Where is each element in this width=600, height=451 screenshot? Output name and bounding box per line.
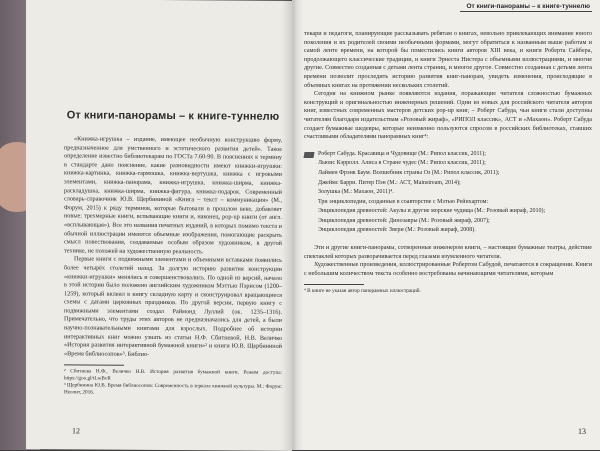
book-list-item: Джеймс Барри. Питер Пэн (М.: АСТ, Mainstream, 2014); <box>318 179 461 186</box>
left-paragraph-1: «Книжка-игрушка – издание, имеющее необычную конструкцию форму, предназначенное для умственного и эстетического развития детей». Такое определение известно библиотекарям по ГОСТа 7.60-90. В пояснениях к термину в стандарте дано пояснение, какие разновидности имеют книжки-игрушки: книжка-картинка, книжка-гармошка, книжка-вертушка, книжка с игровыми элементами, книжка-панорама, книжка-игрушка, книжка-ширма, книжка-раскладушка, книжка-ширма, книжка-фигура, книжка-подарок. Современный словарь-справочник Ю.В. Щербининой «Книга – текст – коммуникация» (М., Форум, 2015) к ряду терминов, которые бытовали в прошлом веке, добавляет новые: трехмерные книги, вспывающие книги и, наконец, pop-up книги (от англ. «всплывающая»). Все это названия печатных изданий, в которых помимо текста и обычной иллюстрации имеются объемные изображения, помогающие раскрыть смысл повествования, создаваемые особым образом художником, в другой технике, не похожей на художественную реальность. <box>64 135 282 256</box>
footnote-3: ³ Щербинина Ю.В. Время библиосопов: Современность в зеркале книжной культуры. М.: Форум: Неолит, 2016. <box>64 382 282 396</box>
book-list-item: Энциклопедия древностей: Акулы и другие морские чудища (М.: Розовый жираф, 2010); <box>318 208 546 215</box>
right-paragraph-4: Художественные произведения, иллюстрированные Робертом Сабудой, печатаются в сокращении. Книги с небольшим количеством текста особенно востребованы начинающими читателями, которым <box>304 261 592 277</box>
left-page <box>26 0 292 451</box>
book-list-item: Энциклопедия древностей: Звери (М.: Розовый жираф, 2008). <box>318 227 476 234</box>
book-gutter <box>282 0 304 450</box>
book-list-item: Золушка (М.: Махаон, 2011)⁴. <box>318 189 394 196</box>
left-paragraph-2: Первые книги с подвижными элементами и объемными вставками появились более четырёх столетий назад. За долгую историю развития конструкции «книжки-игрушки» менялись и совершенствовались. По одной из версий, начало в этой истории было положено английским художником Мэттью Пэрисом (1200–1259), который вклеил в книгу складную карту и сконструировал вращающиеся схемы с датами церковных праздников. По другой версии, первую книгу с подвижными элементами создал Раймонд Луллий (ок. 1235–1316). Примечательно, что труды этих авторов не предназначались для детей, а были научно-познавательными книгами для взрослых. Подробнее об истории интерактивных книг можно узнать из статьи Н.Ф. Сбитневой, Н.В. Величко «История развития интерактивной бумажной книги»² и книги Ю.В. Щербининой «Время библиосопов»³. Библио- <box>64 255 282 358</box>
footnote-rule <box>304 284 364 285</box>
book-list-item: Энциклопедия древностей: Динозавры (М.: Розовый жираф, 2007); <box>318 217 490 224</box>
right-paragraph-2: Сегодня на книжном рынке появляются издания, поражающие читателя сложностью бумажных конструкций и оригинальностью инженерных решений. Одни из новых для российского читателя авторов книг, известных современных мастеров детских pop-up книг, – Роберт Сабуда, чьи книги стали доступны читателям благодаря издательствам «Розовый жираф», «РИПОЛ классик», АСТ и «Махаон». Роберт Сабуда создает бумажные шедевры, которые неизменно пользуются спросом в российских библиотеках, ставших счастливыми обладателями панорамных книг⁴: <box>304 90 592 141</box>
book-list-item: Три энциклопедии, созданные в соавторстве с Мэтью Рейнхартом: <box>318 198 489 205</box>
footnote-2: ² Сбитнева Н.Ф., Величко Н.В. История развития бумажной книги. Режим доступа: https://goo.gl/tLwBvR <box>64 368 282 383</box>
footnote-rule <box>64 365 124 366</box>
book-list-item: Льюис Кэрролл. Алиса в Стране чудес (М.: Рипол классик, 2011); <box>318 160 486 167</box>
book-icon <box>303 152 314 158</box>
page-number-right: 13 <box>578 427 586 436</box>
right-paragraph-1: текари и педагоги, планирующие рассказывать ребятам о книгах, невольно привлекающих внимание юного поколения и их родителей своими необычными формами, могут обратиться к названным выше работам и самой ленте времени, на которой бы поместились книги авторов XIII века, и книги Роберта Сайбера, продолжающего классические традиции, и книги Эрнеста Нистера с объемными иллюстрациями, и многие другие. Совместно созданная с детьми лента страниц, и многое другое. Совместно созданная с детьми лента времени позволит проследить историю развития книг-панорам, увидеть изменения, происходящие в объемных книгах на протяжении нескольких столетий. <box>304 30 592 89</box>
book-list-item: Роберт Сабуда. Красавица и Чудовище (М.: Рипол классик, 2011); <box>304 150 592 160</box>
right-page <box>292 0 600 450</box>
right-paragraph-3: Эти и другие книги-панорамы, сотворенные инженером книги, – настоящие бумажные театры, действие спектаклей которых разворачивается перед глазами изумленного читателя. <box>304 244 592 260</box>
book-list-item: Лаймен Фрэнк Баум. Волшебник страны Оз (М.: Рипол классик, 2011); <box>318 169 500 176</box>
running-head: От книги-панорамы – к книге-туннелю <box>460 3 592 12</box>
page-number-left: 12 <box>72 426 80 436</box>
chapter-title: От книги-панорамы – к книге-туннелю <box>66 109 280 123</box>
footnote-4: ⁴ В книге не указан автор панорамных иллюстраций. <box>304 288 421 295</box>
book-list <box>304 150 592 236</box>
